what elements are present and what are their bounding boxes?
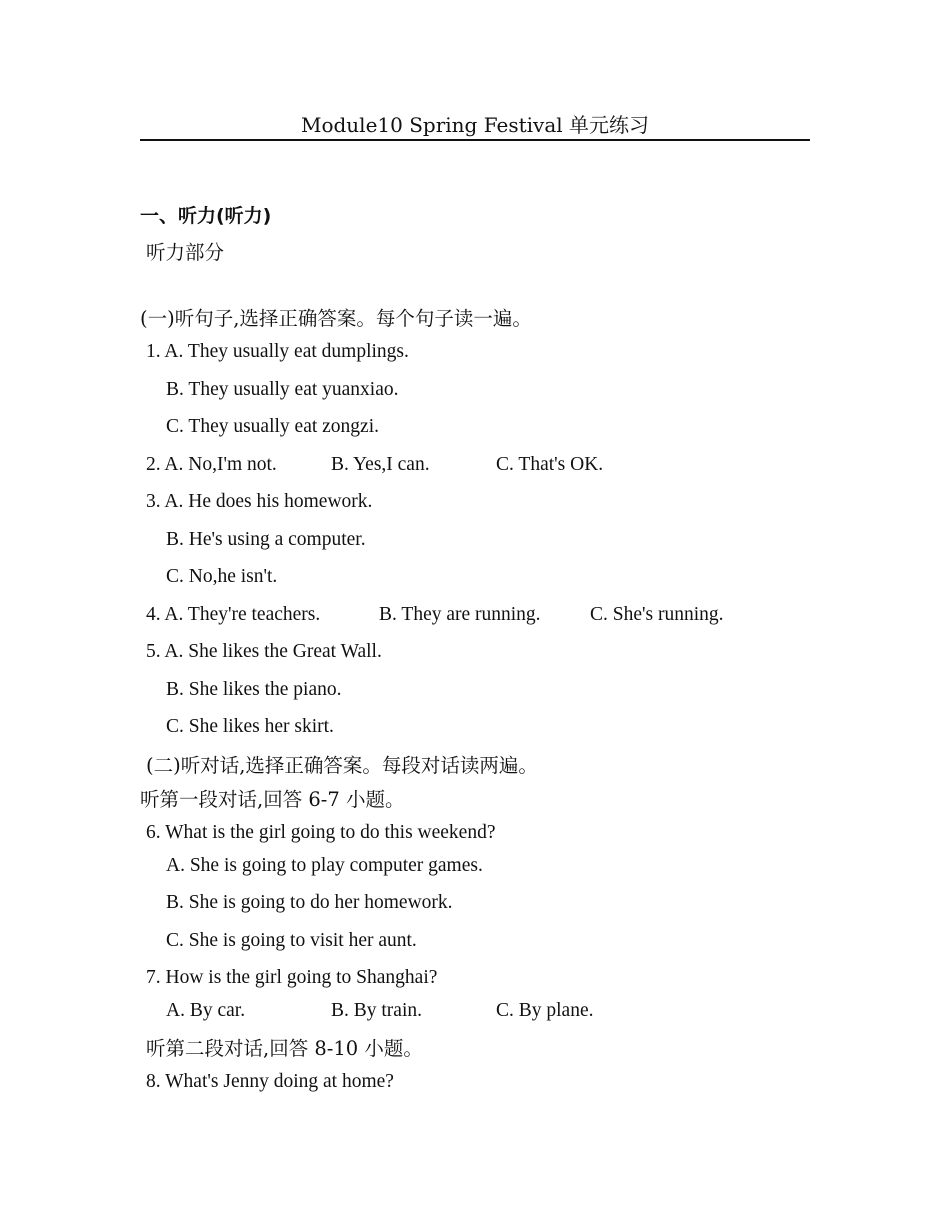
part1-instruction: (一)听句子,选择正确答案。每个句子读一遍。 xyxy=(140,307,532,330)
q6-option-b: B. She is going to do her homework. xyxy=(166,892,453,913)
q7-stem: 7. How is the girl going to Shanghai? xyxy=(146,967,438,988)
q1-option-b: B. They usually eat yuanxiao. xyxy=(166,379,399,400)
q4-option-b: B. They are running. xyxy=(379,604,541,625)
q5-option-b: B. She likes the piano. xyxy=(166,679,342,700)
dialog1-instruction: 听第一段对话,回答 6-7 小题。 xyxy=(140,788,405,811)
q4-option-c: C. She's running. xyxy=(590,604,724,625)
q3-option-a: 3. A. He does his homework. xyxy=(146,491,373,512)
q6-option-a: A. She is going to play computer games. xyxy=(166,855,483,876)
q2-option-b: B. Yes,I can. xyxy=(331,454,430,475)
q7-option-b: B. By train. xyxy=(331,1000,422,1021)
section-heading: 一、听力(听力) xyxy=(140,205,272,227)
q6-option-c: C. She is going to visit her aunt. xyxy=(166,930,417,951)
q3-option-c: C. No,he isn't. xyxy=(166,566,278,587)
q5-option-c: C. She likes her skirt. xyxy=(166,716,334,737)
page-title: Module10 Spring Festival 单元练习 xyxy=(300,113,650,137)
title-underline xyxy=(140,139,810,141)
q2-option-a: 2. A. No,I'm not. xyxy=(146,454,277,475)
q7-option-c: C. By plane. xyxy=(496,1000,594,1021)
q7-option-a: A. By car. xyxy=(166,1000,246,1021)
q1-option-a: 1. A. They usually eat dumplings. xyxy=(146,341,409,362)
part2-instruction: (二)听对话,选择正确答案。每段对话读两遍。 xyxy=(146,754,538,777)
q3-option-b: B. He's using a computer. xyxy=(166,529,366,550)
q6-stem: 6. What is the girl going to do this weekend? xyxy=(146,822,496,843)
q5-option-a: 5. A. She likes the Great Wall. xyxy=(146,641,382,662)
dialog2-instruction: 听第二段对话,回答 8-10 小题。 xyxy=(146,1037,423,1060)
q8-stem: 8. What's Jenny doing at home? xyxy=(146,1071,394,1092)
section-subheading: 听力部分 xyxy=(146,241,225,264)
q2-option-c: C. That's OK. xyxy=(496,454,604,475)
q1-option-c: C. They usually eat zongzi. xyxy=(166,416,380,437)
q4-option-a: 4. A. They're teachers. xyxy=(146,604,321,625)
